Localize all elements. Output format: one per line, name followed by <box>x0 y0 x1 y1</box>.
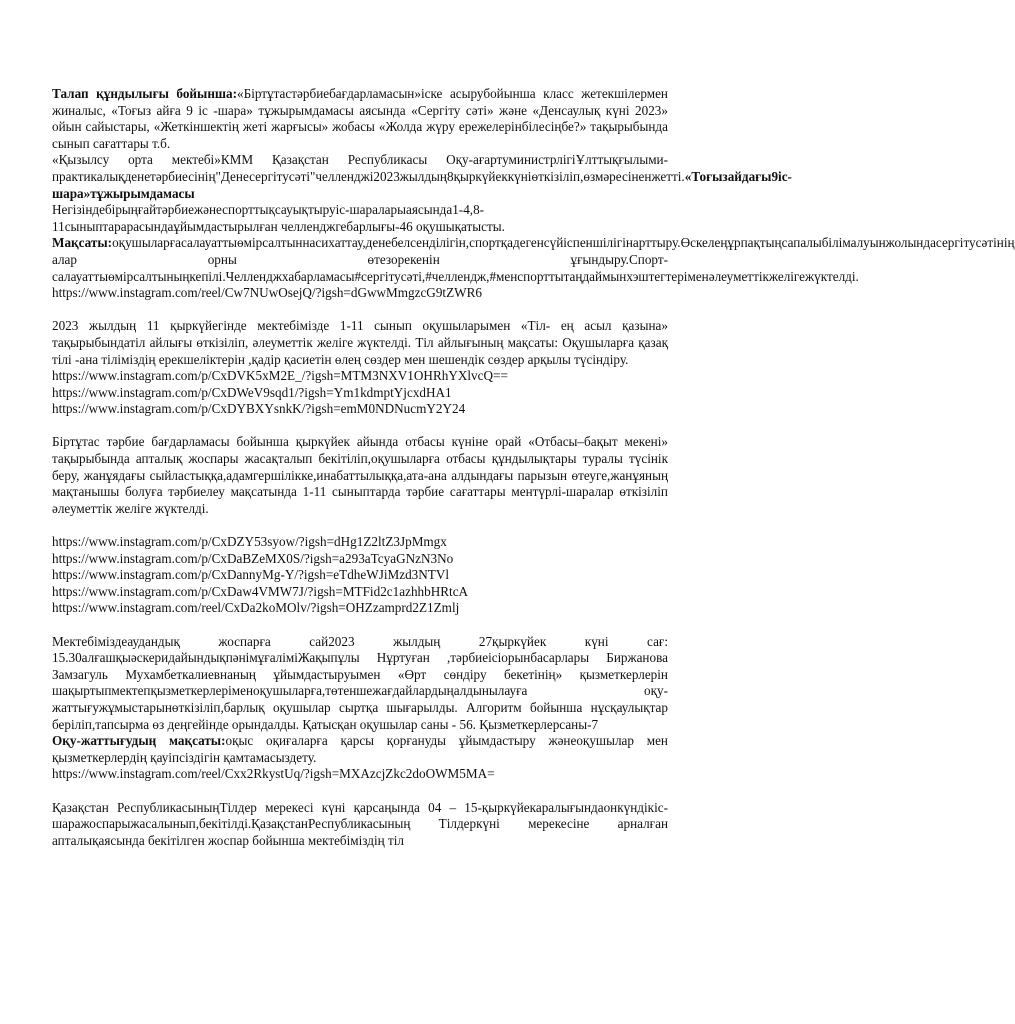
family-week-text: Біртұтас тәрбие бағдарламасы бойынша қыркүйек айында отбасы күніне орай «Отбасы–бақыт мекені» тақырыбында апталық жоспары жасақталып бекітіліп,оқушыларға отбасы құндылықтары туралы түсінік беру, жанұядағы сыйластыққа,адамгершілікке,инабаттылыққа,ата-ана алдындағы парызын өтеуге,жанұяның мақтанышы болуға тәрбиелеу мақсатында 1-11 сыныптарда тәрбие сағаттары ментүрлі-шаралар өткізіліп әлеуметтік желіге жүктелді. <box>52 434 668 516</box>
paragraph-challenge-goal <box>52 235 1015 285</box>
fire-drill-link[interactable]: https://www.instagram.com/reel/Cxx2RkystUq/?igsh=MXAzcjZkc2doOWM5MA= <box>52 766 495 782</box>
family-week-link[interactable]: https://www.instagram.com/p/CxDZY53syow/?igsh=dHg1Z2ltZ3JpMmgx <box>52 534 447 550</box>
paragraph-challenge <box>52 152 792 202</box>
drill-goal-text: оқыс оқиғаларға қарсы қорғануды ұйымдастыру жәнеоқушылар мен қызметкерлердің қауіпсіздігін қамтамасыздету. <box>52 733 668 765</box>
language-month-link[interactable]: https://www.instagram.com/p/CxDVK5xM2E_/?igsh=MTM3NXV1OHRhYXlvcQ== <box>52 368 508 384</box>
paragraph-requirement-values <box>52 86 668 152</box>
goal-text: оқушыларғасалауаттыөмірсалтыннасихаттау,денебелсенділігін,спортқадегенсүйіспеншілігінарттыру.Өскелеңұрпақтыңсапалыбілімалуынжолындасергітусәтінің алар орны өтезорекенін ұғындыру.Спорт-салауаттыөмірсалтыныңкепілі.Челленджхабарламасы#сергітусәті,#челлендж,#менспорттытаңдаймынхэштегтеріменәлеуметтікжелігежүктелді. <box>52 235 1015 284</box>
challenge-participants-text: Негізіндебірыңғайтәрбиежәнеспорттықсауықтыруіс-шараларыаясында1-4,8-11сыныптарарасындаұйымдастырылған челленджгебарлығы-46 оқушықатысты. <box>52 202 505 234</box>
spacer <box>52 783 668 800</box>
drill-goal-label: Оқу-жаттығудың мақсаты: <box>52 733 226 749</box>
family-week-link[interactable]: https://www.instagram.com/p/CxDaBZeMX0S/?igsh=a293aTcyaGNzN3No <box>52 550 454 566</box>
spacer <box>52 302 668 319</box>
spacer <box>52 617 668 634</box>
paragraph-family-week <box>52 434 668 517</box>
spacer <box>52 517 668 534</box>
paragraph-drill-goal <box>52 733 668 766</box>
paragraph-challenge-participants <box>52 202 668 235</box>
language-month-link[interactable]: https://www.instagram.com/p/CxDWeV9sqd1/?igsh=Ym1kdmptYjcxdHA1 <box>52 384 452 400</box>
spacer <box>52 418 668 435</box>
languages-day-text: Қазақстан РеспубликасыныңТілдер мерекесі күні қарсаңында 04 – 15-қыркүйекаралығындаонкүндікіс-шаражоспарыжасалынып,бекітілді.ҚазақстанРеспубликасының Тілдеркүні мерекесіне арналған апталықаясында бекітілген жоспар бойынша мектебіміздің тіл <box>52 799 668 848</box>
nine-events-concept-heading: «Тоғызайдағы9іс-шара»тұжырымдамасы <box>52 168 792 201</box>
challenge-instagram-link[interactable]: https://www.instagram.com/reel/Cw7NUwOsejQ/?igsh=dGwwMmgzcG9tZWR6 <box>52 285 482 301</box>
paragraph-language-month <box>52 318 668 368</box>
family-week-link[interactable]: https://www.instagram.com/reel/CxDa2koMOlv/?igsh=OHZzamprd2Z1Zmlj <box>52 600 460 616</box>
requirement-values-label: Талап құндылығы бойынша: <box>52 86 238 101</box>
paragraph-fire-drill <box>52 634 668 734</box>
paragraph-languages-day <box>52 800 668 850</box>
family-week-link[interactable]: https://www.instagram.com/p/CxDannyMg-Y/?igsh=eTdheWJiMzd3NTVl <box>52 567 450 583</box>
family-week-link[interactable]: https://www.instagram.com/p/CxDaw4VMW7J/?igsh=MTFid2c1azhhbHRtcA <box>52 583 469 599</box>
goal-label: Мақсаты: <box>52 235 113 251</box>
challenge-intro-text: «Қызылсу орта мектебі»КММ Қазақстан Республикасы Оқу-ағартуминистрлігіҰлттықғылыми-практикалықденетәрбиесінің"Денесергітусәті"челленджі2023жылдың8қыркүйеккүніөткізіліп,өзмәресіненжетті. <box>52 152 685 184</box>
fire-drill-text: Мектебіміздеаудандық жоспарға сай2023 жылдың 27қыркүйек күні сағ: 15.30алғашқыәскеридайындықпәнімұғаліміЖақыпұлы Нұртуған ,тәрбиеісіорынбасарлары Биржанова Замзагуль Мухамбеткалиевнаның ұйымдастыруымен «Өрт сөндіру бекетінің» қызметкерлерін шақыртыпмектепқызметкерлеріменоқушыларға,төтеншежағдайлардыңалдынылауға оқу-жаттығужұмыстарынөткізіліп,барлық оқушылар сыртқа шығарылды. Алгоритм бойынша нұсқаулықтар беріліп,тапсырма өз деңгейінде орындалды. Қатысқан оқушылар саны - 56. Қызметкерлерсаны-7 <box>52 633 668 732</box>
language-month-text: 2023 жылдың 11 қыркүйегінде мектебімізде 1-11 сынып оқушыларымен «Тіл- ең асыл қазына» тақырыбындатіл айлығы өткізіліп, әлеуметтік желіге жүктелді. Тіл айлығының мақсаты: Оқушыларға қазақ тілі -ана тіліміздің ерекшеліктерін ,қадір қасиетін өлең сөздер мен шешендік сөздер арқылы түсіндіру. <box>52 318 668 367</box>
requirement-values-text: «Біртұтастәрбиебағдарламасын»іске асырубойынша класс жетекшілермен жиналыс, «Тоғыз айға 9 іс -шара» тұжырымдамасы аясында «Сергіту сәті» және «Денсаулық күні 2023» ойын сайыстары, «Жеткіншектің жеті жарғысы» жобасы «Жолда жүру ережелерінбілесіңбе?» тақырыбында сынып сағаттары т.б. <box>52 86 668 151</box>
language-month-link[interactable]: https://www.instagram.com/p/CxDYBXYsnkK/?igsh=emM0NDNucmY2Y24 <box>52 401 466 417</box>
